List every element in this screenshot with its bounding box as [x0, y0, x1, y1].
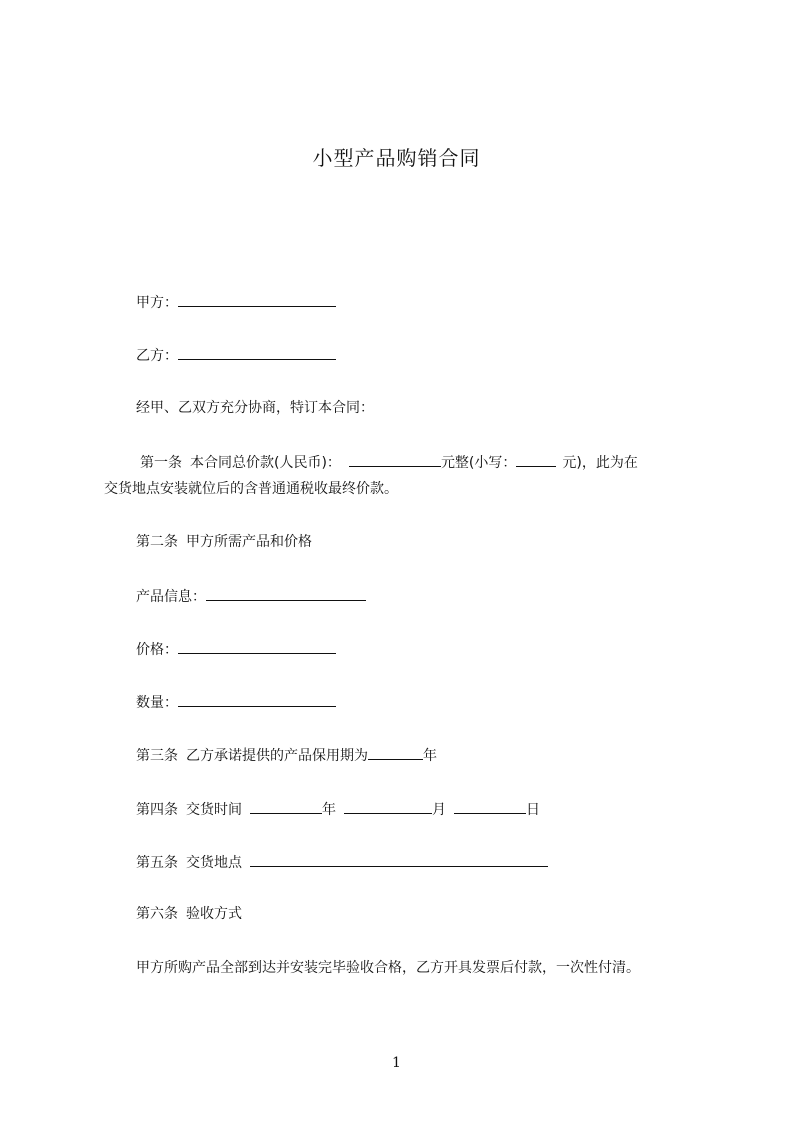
article3-text: 乙方承诺提供的产品保用期为 — [186, 748, 368, 764]
article2-heading: 第二条 — [136, 534, 178, 550]
party-b-line — [136, 344, 336, 366]
article3-heading: 第三条 — [136, 748, 178, 764]
article1-text1: 本合同总价款(人民币)： — [190, 455, 341, 471]
article4-text: 交货时间 — [186, 802, 242, 818]
article6-text: 验收方式 — [186, 906, 242, 922]
article4-month: 月 — [432, 802, 446, 818]
acceptance-detail: 甲方所购产品全部到达并安装完毕验收合格，乙方开具发票后付款，一次性付清。 — [136, 960, 640, 976]
delivery-location-blank[interactable] — [250, 851, 548, 867]
party-a-line — [136, 291, 336, 313]
article2-text: 甲方所需产品和价格 — [186, 534, 312, 550]
total-price-digits-blank[interactable] — [516, 451, 556, 467]
party-a-label: 甲方： — [136, 295, 178, 311]
product-info-line — [136, 585, 366, 607]
party-a-blank[interactable] — [178, 291, 336, 307]
article1-line2 — [104, 479, 398, 499]
product-info-blank[interactable] — [206, 585, 366, 601]
article6-line — [136, 904, 242, 924]
article4-heading: 第四条 — [136, 802, 178, 818]
quantity-blank[interactable] — [178, 691, 336, 707]
price-line — [136, 638, 336, 660]
acceptance-detail-line — [136, 958, 640, 978]
price-label: 价格： — [136, 642, 178, 658]
article1-text4: 交货地点安装就位后的含普通通税收最终价款。 — [104, 481, 398, 497]
article5-text: 交货地点 — [186, 855, 242, 871]
article6-heading: 第六条 — [136, 906, 178, 922]
product-info-label: 产品信息： — [136, 589, 206, 605]
article1-text2: 元整(小写： — [440, 455, 517, 471]
article5-heading: 第五条 — [136, 855, 178, 871]
article3-line — [136, 744, 437, 766]
article4-day: 日 — [526, 802, 540, 818]
delivery-year-blank[interactable] — [250, 798, 322, 814]
total-price-blank[interactable] — [349, 451, 441, 467]
party-b-label: 乙方： — [136, 348, 178, 364]
quantity-line — [136, 691, 336, 713]
article2-line — [136, 532, 312, 552]
delivery-month-blank[interactable] — [344, 798, 432, 814]
article5-line — [136, 851, 548, 873]
article4-year: 年 — [322, 802, 336, 818]
article1-heading: 第一条 — [140, 455, 182, 471]
contract-title: 小型产品购销合同 — [312, 146, 481, 170]
intro-line — [136, 398, 374, 418]
article4-line — [136, 798, 540, 820]
intro-text: 经甲、乙双方充分协商，特订本合同： — [136, 400, 374, 416]
page-number: 1 — [392, 1055, 401, 1071]
article1-text3: 元)，此为在 — [562, 455, 638, 471]
price-blank[interactable] — [178, 638, 336, 654]
article3-unit: 年 — [423, 748, 437, 764]
delivery-day-blank[interactable] — [454, 798, 526, 814]
warranty-years-blank[interactable] — [368, 744, 423, 760]
quantity-label: 数量： — [136, 695, 178, 711]
party-b-blank[interactable] — [178, 344, 336, 360]
article1-line1 — [140, 451, 638, 473]
